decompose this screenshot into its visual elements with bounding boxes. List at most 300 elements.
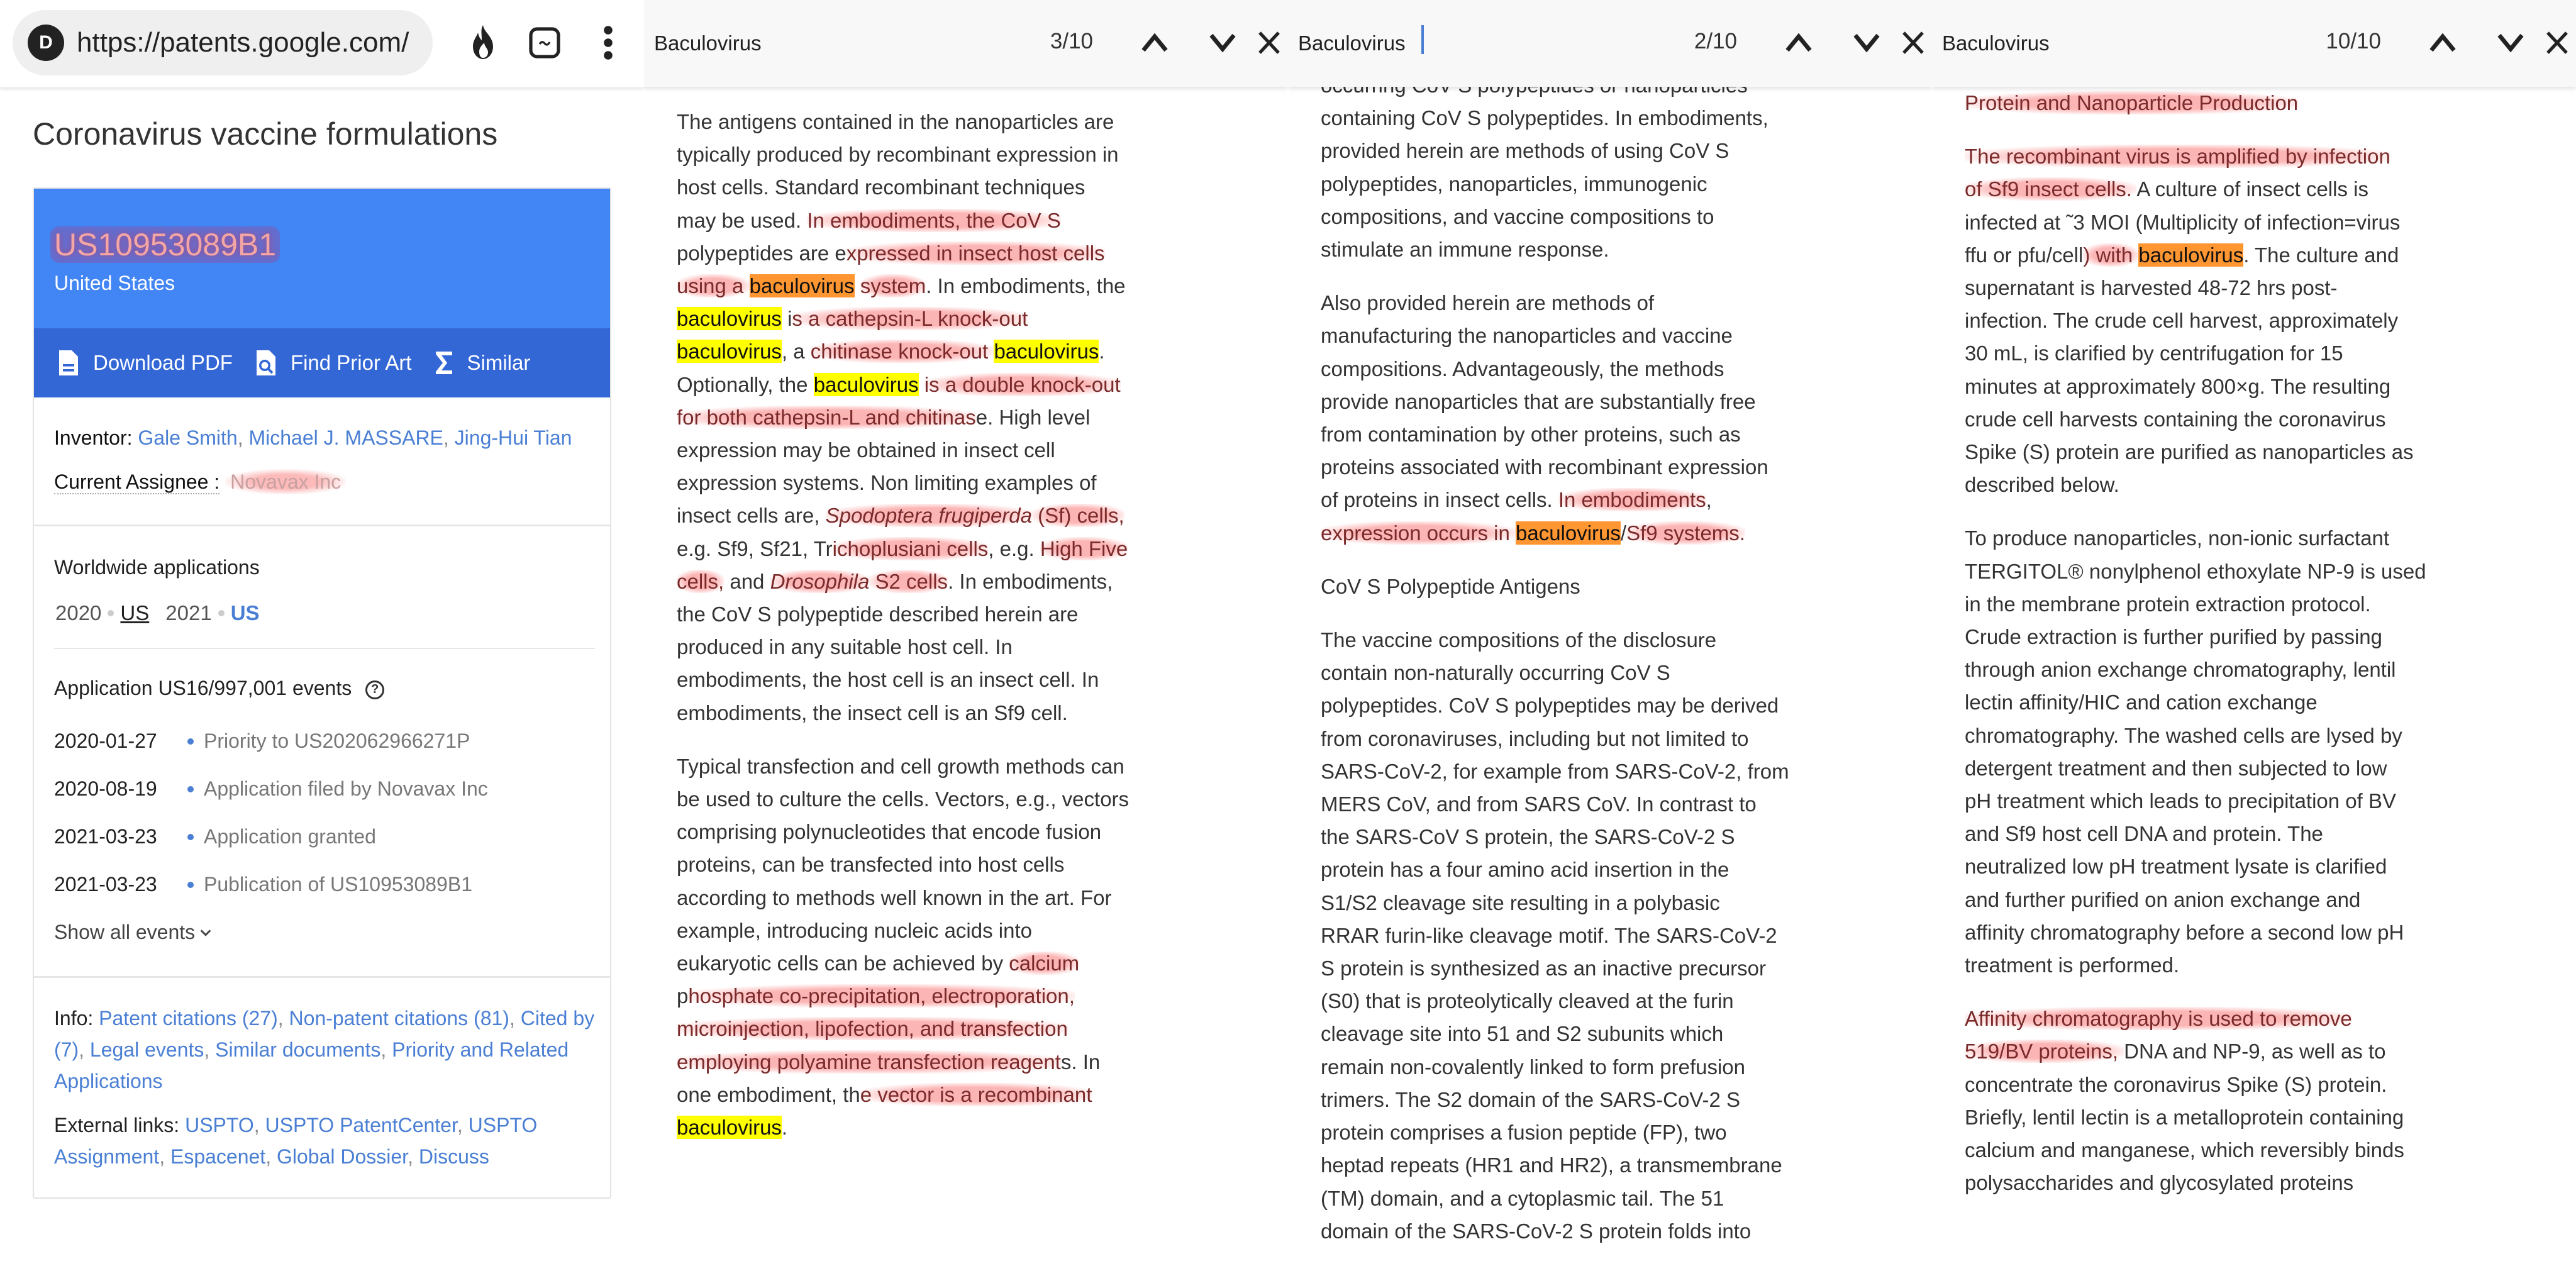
text-caret <box>1421 25 1424 54</box>
find-input[interactable] <box>1298 26 1650 60</box>
close-icon <box>2545 30 2569 55</box>
worldwide-applications-title: Worldwide applications <box>54 556 260 579</box>
event-row <box>54 730 470 753</box>
text-line <box>677 598 1155 631</box>
text-line <box>677 914 1155 947</box>
text-line <box>677 1079 1155 1111</box>
event-bullet <box>187 834 194 840</box>
text-segment: s. In <box>1061 1050 1100 1074</box>
text-segment: be used to culture the cells. Vectors, e.g., vectors <box>677 787 1129 811</box>
text-line <box>677 848 1155 881</box>
text-segment: protein comprises a fusion peptide (FP), two <box>1321 1121 1727 1144</box>
text-segment: polypeptides are e <box>677 242 847 265</box>
event-date: 2021-03-23 <box>54 825 182 848</box>
assignee-value: Novavax Inc <box>225 469 346 494</box>
external-links-label: External links: <box>54 1114 179 1136</box>
text-segment: compositions. Advantageously, the methods <box>1321 357 1724 380</box>
text-segment: e.g. Sf9, Sf21, Tr <box>677 537 833 560</box>
event-bullet <box>187 738 194 745</box>
text-line <box>1965 206 2443 239</box>
text-line <box>1965 1101 2443 1134</box>
marker-highlight: hosphate co-precipitation, electroporation, <box>688 984 1075 1008</box>
previous-match-button[interactable] <box>1779 23 1819 63</box>
text-line <box>1321 985 1799 1018</box>
description-text <box>677 106 1155 1165</box>
find-prior-art-button[interactable] <box>255 349 412 377</box>
text-line <box>1965 1167 2443 1199</box>
current-match-highlight: baculovirus <box>1516 521 1621 545</box>
event-row <box>54 873 472 896</box>
text-segment: S protein is synthesized as an inactive precursor <box>1321 957 1766 980</box>
patent-citations-link[interactable]: Patent citations (27) <box>99 1007 278 1030</box>
cited-by-link[interactable]: Cited by (7) <box>54 1007 594 1061</box>
url-text[interactable]: https://patents.google.com/ <box>77 27 409 58</box>
text-segment: containing CoV S polypeptides. In embodiments, <box>1321 106 1768 130</box>
text-segment <box>855 274 860 297</box>
text-segment: e. High level <box>976 406 1091 429</box>
text-line <box>1965 239 2443 272</box>
previous-match-button[interactable] <box>1135 23 1175 63</box>
patent-number: US10953089B1 <box>50 226 280 263</box>
text-segment: comprising polynucleotides that encode fusion <box>677 820 1101 843</box>
text-line <box>1965 752 2443 785</box>
priority-applications-link[interactable]: Priority and Related Applications <box>54 1038 569 1092</box>
text-line <box>1965 884 2443 916</box>
text-segment <box>919 373 924 396</box>
text-segment: compositions, and vaccine compositions to <box>1321 205 1714 228</box>
text-line <box>1965 304 2443 337</box>
more-menu-icon[interactable] <box>588 23 628 63</box>
text-segment: infection. The crude cell harvest, approximately <box>1965 309 2398 332</box>
marker-highlight: is a double knock-out <box>924 373 1121 396</box>
patent-summary-card <box>33 187 611 1199</box>
chevron-up-icon <box>1785 33 1813 53</box>
close-find-button[interactable] <box>2537 23 2576 63</box>
text-segment: described below. <box>1965 473 2119 496</box>
patent-actions <box>34 328 610 397</box>
text-segment: Optionally, the <box>677 373 814 396</box>
marker-highlight: using a <box>677 274 750 297</box>
close-icon <box>1257 30 1281 55</box>
text-line <box>1321 1051 1799 1084</box>
text-segment: . The culture and <box>2243 243 2399 267</box>
chevron-down-icon <box>199 926 213 940</box>
marker-highlight: Affinity chromatography is used to remove <box>1965 1007 2352 1030</box>
text-segment: detergent treatment and then subjected to low <box>1965 757 2387 780</box>
inventor-link[interactable]: Gale Smith <box>138 426 237 449</box>
text-segment: crude cell harvests containing the coronavirus <box>1965 408 2386 431</box>
match-highlight: baculovirus <box>994 340 1099 363</box>
text-segment: MERS CoV, and from SARS CoV. In contrast to <box>1321 792 1757 816</box>
text-line <box>1321 788 1799 821</box>
inventor-link[interactable]: Michael J. MASSARE <box>248 426 443 449</box>
text-segment: in the membrane protein extraction protocol. <box>1965 592 2371 616</box>
text-segment: ffu or pfu/cell <box>1965 243 2083 267</box>
text-segment: contain non-naturally occurring CoV S <box>1321 661 1670 684</box>
text-line <box>1321 353 1799 386</box>
text-line <box>1965 1002 2443 1035</box>
text-line <box>1321 1018 1799 1050</box>
divider <box>54 648 595 649</box>
discuss-link[interactable]: Discuss <box>419 1145 489 1168</box>
text-segment: / <box>1621 521 1626 545</box>
assignee-label: Current Assignee : <box>54 470 219 494</box>
text-segment: neutralized low pH treatment lysate is clarified <box>1965 855 2387 878</box>
text-segment: , e.g. <box>988 537 1040 560</box>
marker-highlight: calcium <box>1009 952 1079 975</box>
text-line <box>677 1111 1155 1144</box>
text-segment: (TM) domain, and a cytoplasmic tail. The 51 <box>1321 1187 1724 1210</box>
text-segment: polysaccharides and glycosylated proteins <box>1965 1171 2353 1194</box>
text-segment: calcium and manganese, which reversibly binds <box>1965 1138 2404 1162</box>
marker-highlight: S2 cells <box>869 570 948 593</box>
download-pdf-label: Download PDF <box>93 351 233 375</box>
match-highlight: baculovirus <box>677 307 782 330</box>
text-line <box>1965 403 2443 436</box>
event-description: Publication of US10953089B1 <box>204 873 472 896</box>
text-line <box>1321 821 1799 853</box>
text-line <box>677 750 1155 783</box>
text-segment: and <box>724 570 770 593</box>
text-segment: A culture of insect cells is <box>2136 177 2368 201</box>
dot-separator <box>108 610 114 616</box>
global-dossier-link[interactable]: Global Dossier <box>277 1145 408 1168</box>
text-segment: typically produced by recombinant expression in <box>677 143 1119 166</box>
match-highlight: baculovirus <box>814 373 919 396</box>
text-line <box>677 335 1155 368</box>
find-in-page-panel <box>1932 0 2576 1288</box>
text-line <box>1321 287 1799 319</box>
marker-highlight: for both cathepsin-L and chitinas <box>677 406 976 429</box>
text-line <box>677 171 1155 204</box>
text-line <box>677 499 1155 532</box>
text-segment: through anion exchange chromatography, lentil <box>1965 658 2396 681</box>
text-line <box>1965 272 2443 304</box>
text-line <box>1965 850 2443 883</box>
marker-highlight: cells, <box>677 570 724 593</box>
text-line <box>1965 555 2443 588</box>
info-links: Info: Patent citations (27), Non-patent citations (81), Cited by (7), Legal events, Similar documents, Priority and Related Applications <box>54 1002 595 1097</box>
divider <box>34 525 610 526</box>
text-line <box>1321 919 1799 952</box>
text-segment: eukaryotic cells can be achieved by <box>677 952 1009 975</box>
legal-events-link[interactable]: Legal events <box>90 1038 204 1061</box>
match-count: 3/10 <box>1050 29 1093 54</box>
text-segment: . In embodiments, <box>948 570 1113 593</box>
text-line <box>677 947 1155 980</box>
marker-highlight: In embodiments <box>1558 488 1706 511</box>
text-line <box>1321 1182 1799 1215</box>
text-segment: of proteins in insect cells. <box>1321 488 1558 511</box>
sigma-icon <box>435 350 453 375</box>
paragraph <box>1965 140 2443 501</box>
text-line <box>1321 657 1799 689</box>
paragraph <box>677 106 1155 730</box>
text-segment: Crude extraction is further purified by passing <box>1965 625 2382 648</box>
application-year: 2020 <box>55 601 101 625</box>
text-segment: embodiments, the host cell is an insect cell. In <box>677 668 1099 691</box>
close-icon <box>1901 30 1925 55</box>
marker-highlight: In embodiments, the CoV S <box>807 209 1061 232</box>
text-segment: cleavage site into 51 and S2 subunits which <box>1321 1022 1723 1045</box>
event-description: Priority to US202062966271P <box>204 730 470 753</box>
find-input[interactable] <box>1942 26 2294 60</box>
section-heading-text: Protein and Nanoparticle Production <box>1965 91 2298 114</box>
non-patent-citations-link[interactable]: Non-patent citations (81) <box>289 1007 509 1030</box>
text-line <box>677 138 1155 171</box>
text-line <box>1965 949 2443 982</box>
text-line <box>1321 102 1799 135</box>
uspto-link[interactable]: USPTO <box>185 1114 254 1136</box>
text-segment: proteins, can be transfected into host cells <box>677 853 1064 876</box>
close-find-button[interactable] <box>1893 23 1932 63</box>
text-segment: concentrate the coronavirus Spike (S) protein. <box>1965 1073 2387 1096</box>
marker-highlight: Drosophila <box>770 570 870 593</box>
marker-highlight: High Five <box>1040 537 1128 560</box>
text-segment: infected at ˜3 MOI (Multiplicity of infection=virus <box>1965 211 2400 234</box>
text-segment: S1/S2 cleavage site resulting in a polybasic <box>1321 891 1720 914</box>
text-segment: according to methods well known in the art. For <box>677 886 1112 909</box>
text-line <box>1321 233 1799 266</box>
text-line <box>1965 1035 2443 1068</box>
show-all-events-button[interactable] <box>54 921 213 944</box>
download-pdf-button[interactable] <box>58 349 233 377</box>
text-line <box>677 106 1155 138</box>
section-heading <box>1965 87 2443 119</box>
text-segment: manufacturing the nanoparticles and vaccine <box>1321 324 1733 347</box>
paragraph <box>1321 69 1799 266</box>
next-match-button[interactable] <box>1846 23 1887 63</box>
text-segment: trimers. The S2 domain of the SARS-CoV-2 S <box>1321 1088 1740 1111</box>
text-line <box>677 401 1155 434</box>
text-line <box>1965 818 2443 850</box>
text-segment: the SARS-CoV S protein, the SARS-CoV-2 S <box>1321 825 1735 848</box>
help-icon[interactable]: ? <box>365 680 384 699</box>
chevron-up-icon <box>1141 33 1169 53</box>
text-segment: Briefly, lentil lectin is a metalloprotein containing <box>1965 1106 2404 1129</box>
current-match-highlight: baculovirus <box>2138 243 2243 267</box>
text-segment: expression systems. Non limiting examples of <box>677 471 1097 494</box>
marker-highlight: (Sf) cells, <box>1032 504 1124 527</box>
marker-highlight: microinjection, lipofection, and transfection <box>677 1017 1068 1040</box>
chevron-down-icon <box>2497 33 2524 53</box>
text-segment: protein has a four amino acid insertion in the <box>1321 858 1729 881</box>
inventor-label: Inventor: <box>54 426 133 449</box>
text-segment: may be used. <box>677 209 807 232</box>
text-line <box>1965 370 2443 403</box>
text-segment: The antigens contained in the nanoparticles are <box>677 110 1114 133</box>
text-segment: affinity chromatography before a second low pH <box>1965 921 2404 944</box>
fire-icon[interactable] <box>463 23 503 63</box>
marker-highlight: xpressed in insect host cells <box>847 242 1105 265</box>
text-line <box>1321 1116 1799 1149</box>
text-line <box>1321 689 1799 722</box>
text-segment: SARS-CoV-2, for example from SARS-CoV-2, from <box>1321 760 1789 783</box>
close-find-button[interactable] <box>1249 23 1288 63</box>
similar-documents-link[interactable]: Similar documents <box>215 1038 380 1061</box>
paragraph <box>677 750 1155 1144</box>
espacenet-link[interactable]: Espacenet <box>170 1145 265 1168</box>
marker-highlight: of Sf9 insect cells. <box>1965 177 2136 201</box>
text-segment: and further purified on anion exchange and <box>1965 888 2360 911</box>
match-count: 2/10 <box>1694 29 1737 54</box>
text-line <box>677 204 1155 237</box>
text-line <box>677 980 1155 1013</box>
application-events-text: Application US16/997,001 events <box>54 677 352 699</box>
dot-separator <box>218 610 225 616</box>
text-line <box>1321 386 1799 418</box>
marker-highlight: Sf9 systems. <box>1626 521 1745 545</box>
paragraph <box>1965 1002 2443 1199</box>
text-line <box>1965 621 2443 653</box>
text-segment: Spike (S) protein are purified as nanoparticles as <box>1965 440 2414 464</box>
divider <box>34 976 610 978</box>
find-prior-art-label: Find Prior Art <box>291 351 412 375</box>
worldwide-applications-list <box>55 601 260 625</box>
marker-highlight: The recombinant virus is amplified by infection <box>1965 145 2390 168</box>
text-segment: , <box>1706 488 1712 511</box>
tab-switcher-icon[interactable] <box>525 23 565 63</box>
text-line <box>1965 436 2443 469</box>
text-segment: DNA and NP-9, as well as to <box>2124 1040 2385 1063</box>
text-segment: . <box>1099 340 1104 363</box>
text-segment: pH treatment which leads to precipitation of BV <box>1965 789 2396 813</box>
chevron-down-icon <box>1853 33 1880 53</box>
text-line <box>677 882 1155 914</box>
text-line <box>677 303 1155 335</box>
text-segment: The vaccine compositions of the disclosure <box>1321 628 1716 652</box>
text-segment: provide nanoparticles that are substantially free <box>1321 390 1756 413</box>
text-segment: and Sf9 host cell DNA and protein. The <box>1965 822 2323 845</box>
patent-title: Coronavirus vaccine formulations <box>33 116 497 152</box>
application-year: 2021 <box>165 601 211 625</box>
text-segment: insect cells are, <box>677 504 826 527</box>
section-heading: CoV S Polypeptide Antigens <box>1321 570 1799 603</box>
find-input[interactable] <box>654 26 1006 60</box>
inventor-link[interactable]: Jing-Hui Tian <box>455 426 572 449</box>
event-row <box>54 825 376 848</box>
marker-highlight: e vector is a recombinant <box>860 1083 1092 1106</box>
application-country-link[interactable]: US <box>120 601 149 625</box>
uspto-assignment-link[interactable]: USPTO Assignment <box>54 1114 537 1168</box>
site-badge-icon: D <box>28 25 64 61</box>
text-segment: chromatography. The washed cells are lysed by <box>1965 724 2402 747</box>
find-bar <box>644 0 1288 87</box>
assignee <box>54 470 346 494</box>
text-segment: supernatant is harvested 48-72 hrs post- <box>1965 276 2338 299</box>
uspto-patentcenter-link[interactable]: USPTO PatentCenter <box>265 1114 457 1136</box>
marker-highlight: ) with <box>2083 243 2138 267</box>
text-segment: (S0) that is proteolytically cleaved at the furin <box>1321 989 1734 1013</box>
text-line <box>677 783 1155 816</box>
text-segment: embodiments, the insect cell is an Sf9 cell. <box>677 701 1068 724</box>
text-line <box>1321 624 1799 657</box>
text-line <box>1321 887 1799 919</box>
external-links: External links: USPTO, USPTO PatentCenter, USPTO Assignment, Espacenet, Global Dossier, Discuss <box>54 1109 595 1172</box>
find-bar <box>1288 0 1932 87</box>
text-segment: the CoV S polypeptide described herein are <box>677 602 1078 626</box>
browser-toolbar <box>0 0 644 88</box>
address-bar[interactable] <box>13 10 433 75</box>
previous-match-button[interactable] <box>2423 23 2463 63</box>
text-line <box>1321 755 1799 788</box>
info-label: Info: <box>54 1007 93 1030</box>
text-segment: Also provided herein are methods of <box>1321 291 1654 314</box>
text-line <box>1965 173 2443 206</box>
current-match-highlight: baculovirus <box>750 274 855 297</box>
text-segment: i <box>782 307 792 330</box>
text-line <box>1965 916 2443 949</box>
patent-page-panel <box>0 0 644 1288</box>
text-segment: RRAR furin-like cleavage motif. The SARS-CoV-2 <box>1321 924 1777 947</box>
application-events-title <box>54 677 384 700</box>
text-line <box>1965 1134 2443 1167</box>
text-segment: treatment is performed. <box>1965 953 2179 977</box>
application-country-link[interactable]: US <box>231 601 260 625</box>
similar-label: Similar <box>467 351 531 375</box>
file-icon <box>58 349 79 377</box>
text-segment: . In embodiments, the <box>926 274 1125 297</box>
text-line <box>1321 853 1799 886</box>
text-segment: proteins associated with recombinant expression <box>1321 455 1768 479</box>
text-line <box>1965 522 2443 555</box>
event-bullet <box>187 786 194 792</box>
match-highlight: baculovirus <box>677 340 782 363</box>
next-match-button[interactable] <box>1202 23 1243 63</box>
similar-button[interactable] <box>435 350 531 375</box>
text-line <box>677 237 1155 270</box>
event-description: Application filed by Novavax Inc <box>204 777 488 801</box>
text-line <box>1965 653 2443 686</box>
event-row <box>54 777 488 801</box>
description-text <box>1321 69 1799 1269</box>
marker-highlight: system <box>860 274 926 297</box>
text-segment: Typical transfection and cell growth methods can <box>677 755 1124 778</box>
text-line <box>1965 140 2443 173</box>
next-match-button[interactable] <box>2490 23 2531 63</box>
text-segment: provided herein are methods of using CoV S <box>1321 139 1729 162</box>
text-segment: stimulate an immune response. <box>1321 238 1609 261</box>
text-line <box>677 663 1155 696</box>
text-line <box>1321 484 1799 516</box>
description-text <box>1965 87 2443 1221</box>
text-segment: p <box>677 984 688 1008</box>
text-line <box>1321 723 1799 755</box>
inventors: Inventor: Gale Smith, Michael J. MASSARE, Jing-Hui Tian <box>54 426 572 450</box>
marker-highlight: chitinase knock-out <box>811 340 994 363</box>
text-line <box>1965 337 2443 370</box>
chevron-up-icon <box>2429 33 2457 53</box>
text-line <box>677 369 1155 401</box>
text-line <box>1321 451 1799 484</box>
text-line <box>1965 469 2443 501</box>
text-segment: one embodiment, th <box>677 1083 860 1106</box>
text-segment: minutes at approximately 800×g. The resulting <box>1965 375 2390 398</box>
marker-highlight: ichoplusiani cells <box>833 537 989 560</box>
text-line <box>677 631 1155 663</box>
text-segment: . <box>782 1116 787 1139</box>
paragraph <box>1321 624 1799 1248</box>
text-segment: domain of the SARS-CoV-2 S protein folds into <box>1321 1219 1751 1243</box>
text-line <box>1321 1215 1799 1248</box>
text-segment: host cells. Standard recombinant techniques <box>677 175 1085 199</box>
text-line <box>677 565 1155 598</box>
text-line <box>1321 517 1799 550</box>
show-all-events-label: Show all events <box>54 921 195 944</box>
paragraph <box>1321 287 1799 550</box>
patent-header <box>34 189 610 328</box>
text-line <box>677 1046 1155 1079</box>
